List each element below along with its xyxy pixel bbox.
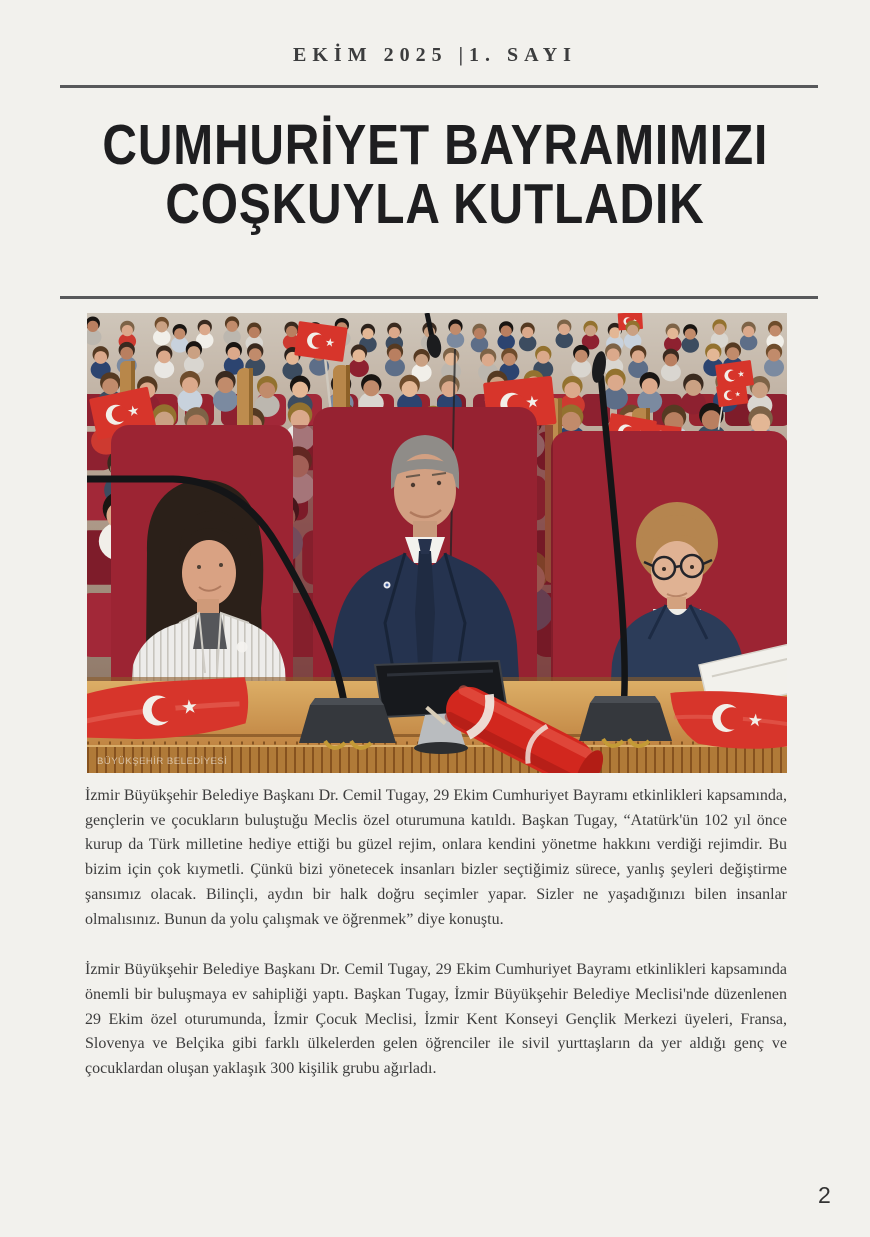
photo-watermark: BÜYÜKŞEHİR BELEDİYESİ <box>97 756 228 767</box>
title-divider <box>60 296 818 299</box>
issue-line: EKİM 2025 |1. SAYI <box>293 44 577 66</box>
top-divider <box>60 85 818 88</box>
article-paragraph-1: İzmir Büyükşehir Belediye Başkanı Dr. Cemil Tugay, 29 Ekim Cumhuriyet Bayramı etkinlikleri kapsamında, gençlerin ve çocukların buluştuğu Meclis özel oturumuna katıldı. Başkan Tugay, “Atatürk'ün 102 yıl önce kurup da Türk milletine hediye ettiği bu güzel rejim, onlara kendini yönetme hakkını verdiği rejimdir. Bu bizim için çok kıymetli. Çünkü bizi yönetecek insanları bizler seçtiğimiz sürece, yanlış şeyleri değiştirme şansımız olacak. Bilinçli, aydın bir halk doğru seçimler yapar. Sizler ne yaşadığınızı bilen insanlar olmalısınız. Bunun da yolu çalışmak ve öğrenmek” diye konuştu. <box>85 787 787 928</box>
article-photo <box>87 313 787 773</box>
assembly-hall-photo-illustration <box>87 313 787 773</box>
page-number: 2 <box>818 1182 831 1208</box>
article-title <box>0 113 870 236</box>
article-body <box>85 784 787 1082</box>
article-paragraph-2: İzmir Büyükşehir Belediye Başkanı Dr. Cemil Tugay, 29 Ekim Cumhuriyet Bayramı etkinlikleri kapsamında önemli bir buluşmaya ev sahipliği yaptı. Başkan Tugay, İzmir Büyükşehir Belediye Meclisi'nde düzenlenen 29 Ekim özel oturumunda, İzmir Çocuk Meclisi, İzmir Kent Konseyi Gençlik Merkezi üyeleri, Fransa, Slovenya ve Belçika gibi farklı ülkelerden gelen öğrenciler ile sivil yurttaşların da yer aldığı genç ve çocuklardan oluşan yaklaşık 300 kişilik grubu ağırladı. <box>85 961 787 1078</box>
article-title-line2: COŞKUYLA KUTLADIK <box>165 172 705 236</box>
article-title-line1: CUMHURİYET BAYRAMIMIZI <box>102 113 768 177</box>
